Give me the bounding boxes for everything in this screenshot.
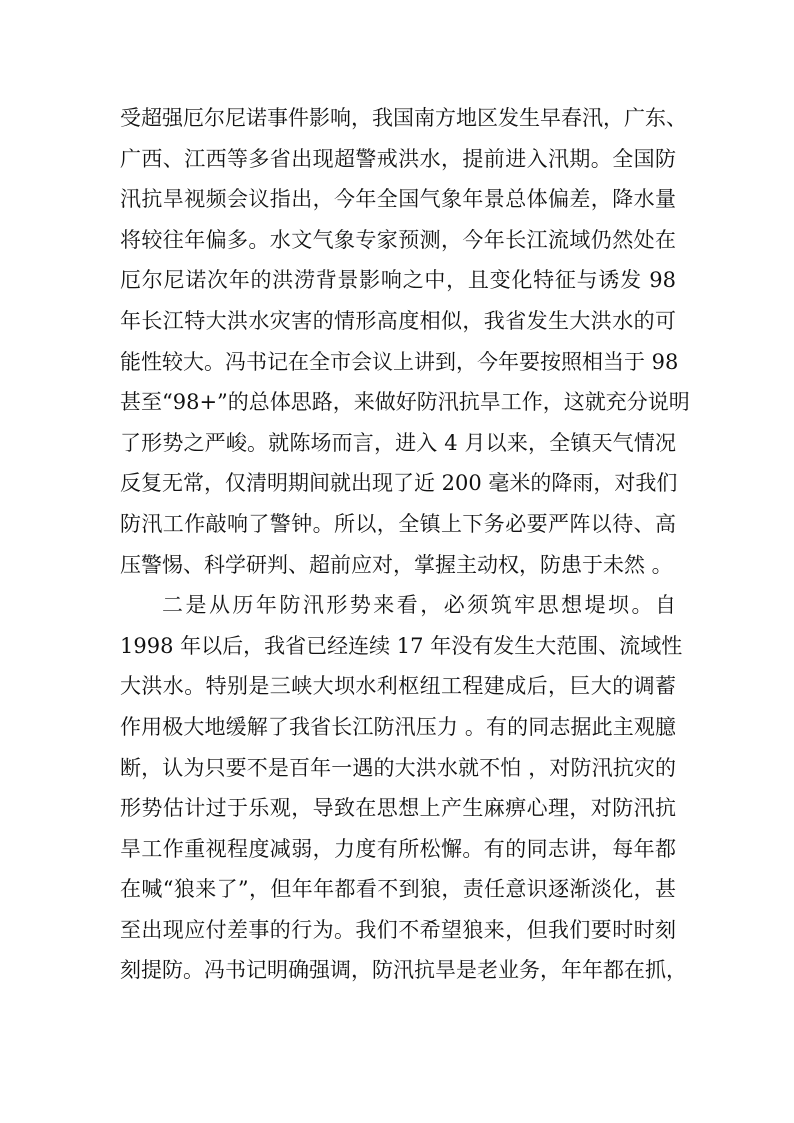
text-line: 广西、江西等多省出现超警戒洪水，提前进入汛期。全国防 (120, 146, 676, 171)
text-line: 能性较大。冯书记在全市会议上讲到，今年要按照相当于 98 (120, 349, 679, 374)
text-line: 1998 年以后，我省已经连续 17 年没有发生大范围、流域性 (120, 633, 683, 658)
text-line: 大洪水。特别是三峡大坝水利枢纽工程建成后，巨大的调蓄 (120, 674, 676, 699)
text-line: 作用极大地缓解了我省长江防汛压力 。有的同志据此主观臆 (120, 714, 676, 739)
paragraph-start-line: 二是从历年防汛形势来看，必须筑牢思想堤坝。自 (162, 593, 676, 618)
text-line: 反复无常，仅清明期间就出现了近 200 毫米的降雨，对我们 (120, 471, 678, 496)
body-text (120, 98, 690, 991)
text-line: 防汛工作敲响了警钟。所以，全镇上下务必要严阵以待、高 (120, 511, 676, 536)
text-line: 旱工作重视程度减弱，力度有所松懈。有的同志讲，每年都 (120, 836, 676, 861)
text-line: 了形势之严峻。就陈场而言，进入 4 月以来，全镇天气情况 (120, 430, 676, 455)
text-line: 断，认为只要不是百年一遇的大洪水就不怕 ，对防汛抗灾的 (120, 755, 676, 780)
text-line: 年长江特大洪水灾害的情形高度相似，我省发生大洪水的可 (120, 308, 676, 333)
text-line: 将较往年偏多。水文气象专家预测，今年长江流域仍然处在 (120, 227, 676, 252)
text-line: 形势估计过于乐观，导致在思想上产生麻痹心理，对防汛抗 (120, 796, 676, 821)
text-line: 甚至“98+”的总体思路，来做好防汛抗旱工作，这就充分说明 (120, 390, 690, 415)
text-line: 刻提防。冯书记明确强调，防汛抗旱是老业务，年年都在抓， (120, 958, 687, 983)
text-line: 汛抗旱视频会议指出，今年全国气象年景总体偏差，降水量 (120, 187, 676, 212)
text-line: 受超强厄尔尼诺事件影响，我国南方地区发生早春汛，广东、 (120, 106, 687, 130)
text-line: 至出现应付差事的行为。我们不希望狼来，但我们要时时刻 (120, 917, 676, 942)
text-line: 压警惕、科学研判、超前应对，掌握主动权，防患于未然 。 (120, 552, 673, 577)
text-line: 厄尔尼诺次年的洪涝背景影响之中，且变化特征与诱发 98 (120, 268, 676, 293)
text-line: 在喊“狼来了”，但年年都看不到狼，责任意识逐渐淡化，甚 (120, 877, 676, 902)
